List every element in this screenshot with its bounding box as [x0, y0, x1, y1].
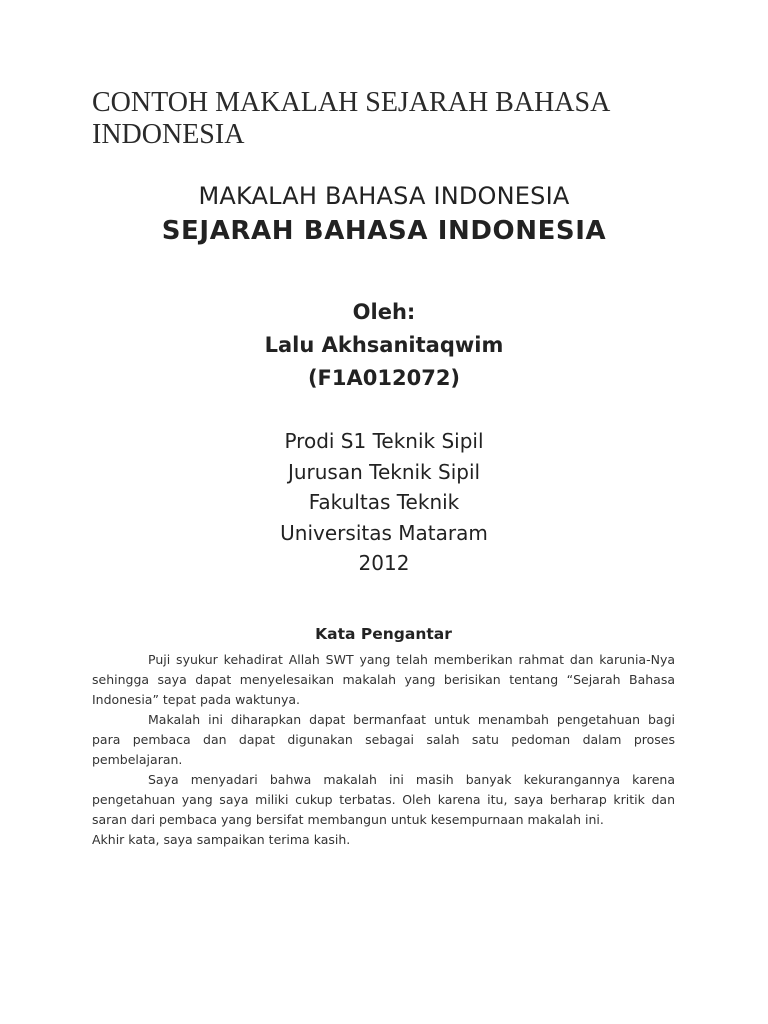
foreword-paragraph: Saya menyadari bahwa makalah ini masih banyak kekurangannya karena pengetahuan yang saya miliki cukup terbatas. Oleh karena itu, saya berharap kritik dan saran dari pembaca yang bersifat membangun untuk kesempurnaan makalah ini.: [92, 772, 675, 827]
author-block: [0, 296, 768, 395]
foreword-heading: Kata Pengantar: [315, 625, 452, 643]
cover-subject-block: [0, 214, 768, 248]
cover-makalah-block: [0, 180, 768, 212]
year: 2012: [358, 551, 410, 575]
cover-subject-line: SEJARAH BAHASA INDONESIA: [161, 216, 607, 246]
author-name: Lalu Akhsanitaqwim: [264, 333, 504, 357]
faculty-name: Fakultas Teknik: [308, 490, 460, 514]
foreword-section: [92, 622, 675, 850]
foreword-closing: Akhir kata, saya sampaikan terima kasih.: [92, 832, 351, 847]
student-id: (F1A012072): [307, 366, 461, 390]
affiliation-block: [0, 426, 768, 579]
by-label: Oleh:: [352, 300, 416, 324]
foreword-paragraph: Puji syukur kehadirat Allah SWT yang telah memberikan rahmat dan karunia-Nya sehingga saya dapat menyelesaikan makalah yang berisikan tentang “Sejarah Bahasa Indonesia” tepat pada waktunya.: [92, 652, 675, 707]
program-name: Prodi S1 Teknik Sipil: [284, 429, 484, 453]
foreword-paragraph: Makalah ini diharapkan dapat bermanfaat untuk menambah pengetahuan bagi para pembaca dan dapat digunakan sebagai salah satu pedoman dalam proses pembelajaran.: [92, 712, 675, 767]
cover-makalah-line: MAKALAH BAHASA INDONESIA: [198, 182, 570, 210]
university-name: Universitas Mataram: [280, 520, 488, 545]
department-name: Jurusan Teknik Sipil: [287, 459, 481, 484]
document-title: CONTOH MAKALAH SEJARAH BAHASA INDONESIA: [92, 87, 609, 150]
